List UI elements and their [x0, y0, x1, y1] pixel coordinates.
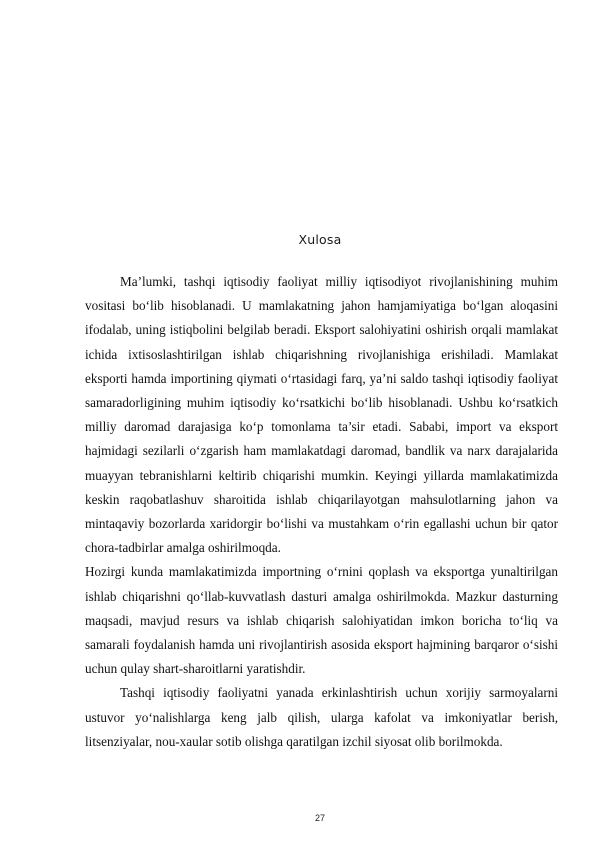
page-number: 27 — [314, 813, 325, 823]
body-text — [85, 270, 558, 754]
paragraph-2: Hozirgi kunda mamlakatimizda importning o‘rnini qoplash va eksportga yunaltirilgan ishlab chiqarishni qo‘llab-kuvvatlash dasturi amalga oshirilmokda. Mazkur dasturning maqsadi, mavjud resurs va ishlab chiqarish salohiyatidan imkon boricha to‘liq va samarali foydalanish hamda uni rivojlantirish asosida eksport hajmining barqaror o‘sishi uchun qulay shart-sharoitlarni yaratishdir. — [85, 564, 558, 677]
section-heading: Xulosa — [298, 232, 342, 247]
paragraph-3: Tashqi iqtisodiy faoliyatni yanada erkinlashtirish uchun xorijiy sarmoyalarni ustuvor yo‘nalishlarga keng jalb qilish, ularga kafolat va imkoniyatlar berish, litsenziyalar, nou-xaular sotib olishga qaratilgan izchil siyosat olib borilmokda. — [85, 685, 558, 749]
paragraph-1: Ma’lumki, tashqi iqtisodiy faoliyat milliy iqtisodiyot rivojlanishining muhim vositasi bo‘lib hisoblanadi. U mamlakatning jahon hamjamiyatiga bo‘lgan aloqasini ifodalab, uning istiqbolini belgilab beradi. Eksport salohiyatini oshirish orqali mamlakat ichida ixtisoslashtirilgan ishlab chiqarishning rivojlanishiga erishiladi. Mamlakat eksporti hamda importining qiymati o‘rtasidagi farq, ya’ni saldo tashqi iqtisodiy faoliyat samaradorligining muhim iqtisodiy ko‘rsatkichi bo‘lib hisoblanadi. Ushbu ko‘rsatkich milliy daromad darajasiga ko‘p tomonlama ta’sir etadi. Sababi, import va eksport hajmidagi sezilarli o‘zgarish ham mamlakatdagi daromad, bandlik va narx darajalarida muayyan tebranishlarni keltirib chiqarishi mumkin. Keyingi yillarda mamlakatimizda keskin raqobatlashuv sharoitida ishlab chiqarilayotgan mahsulotlarning jahon va mintaqaviy bozorlarda xaridorgir bo‘lishi va mustahkam o‘rin egallashi uchun bir qator chora-tadbirlar amalga oshirilmoqda. — [85, 274, 558, 556]
